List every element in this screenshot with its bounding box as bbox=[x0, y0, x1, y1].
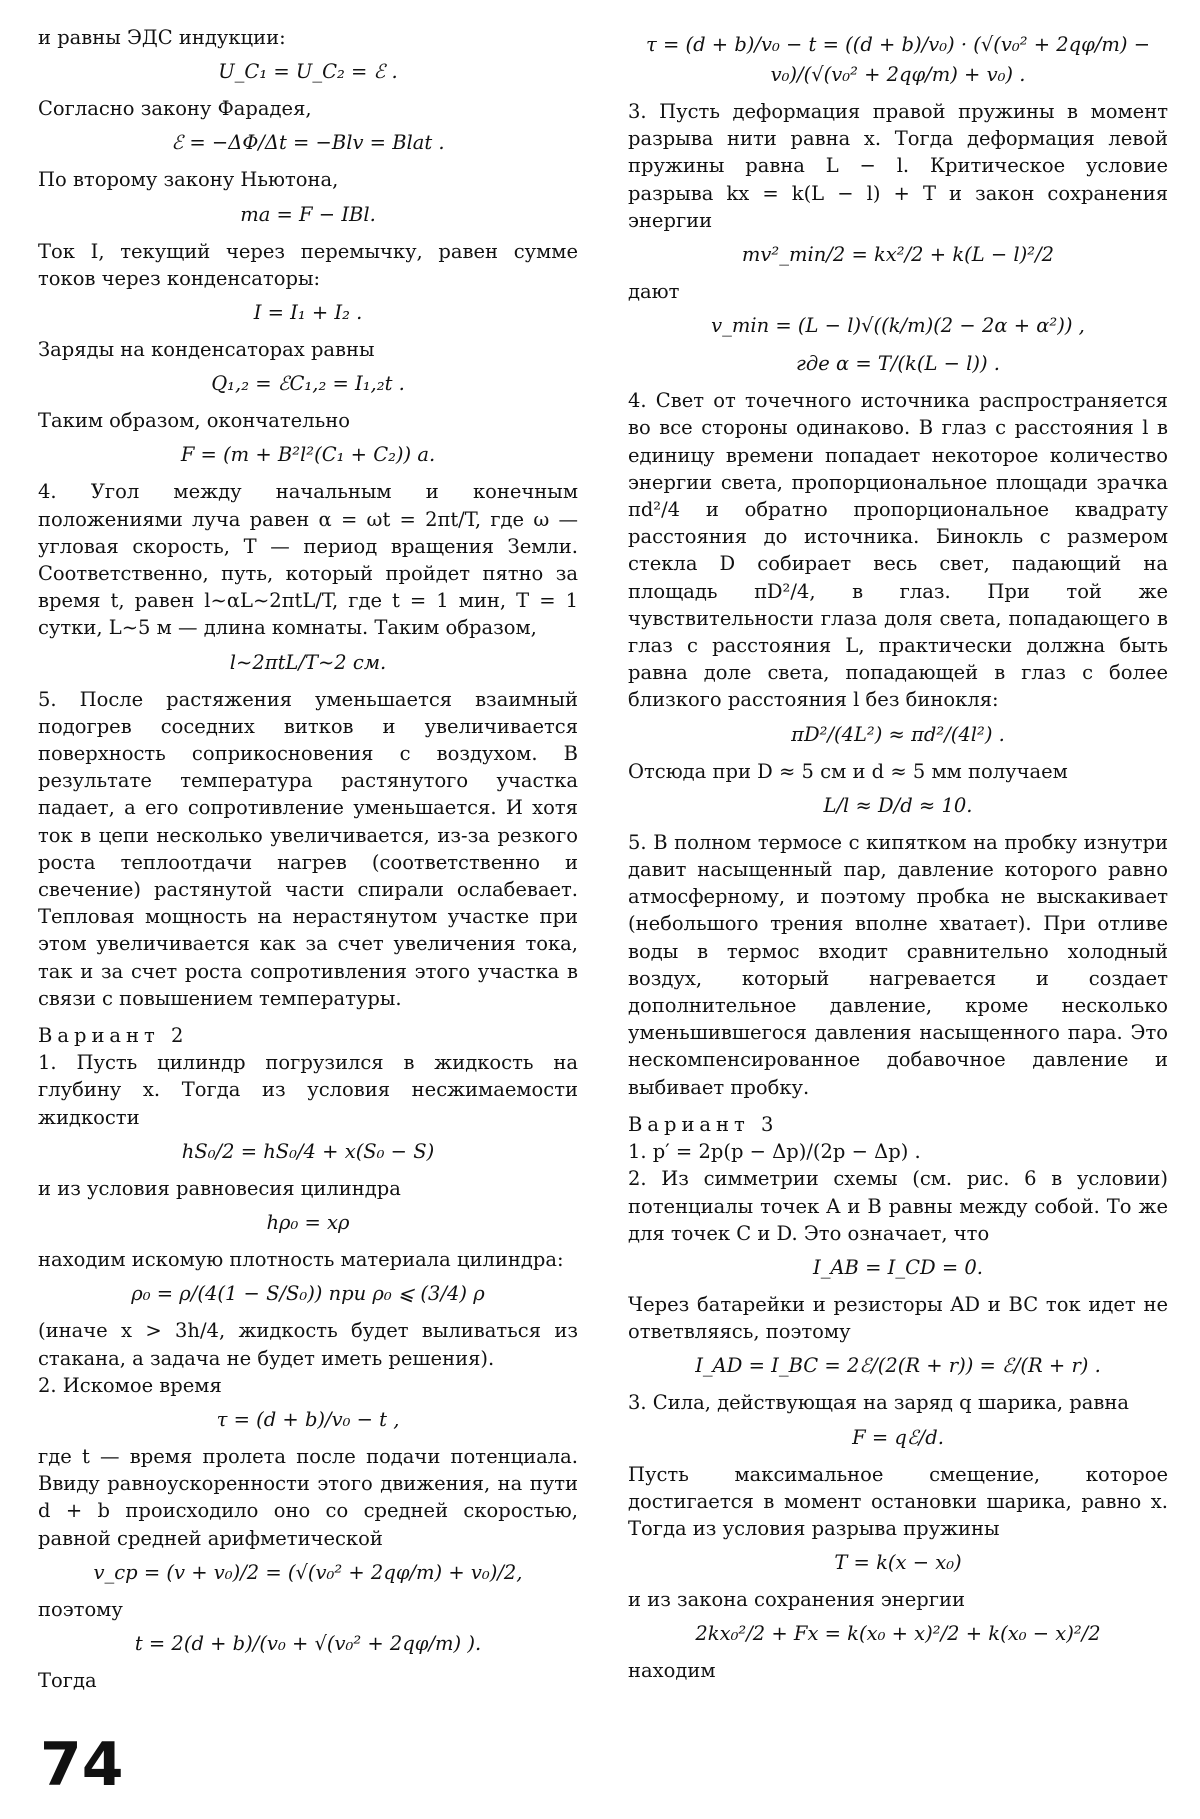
left-paragraph: Заряды на конденсаторах равны bbox=[38, 338, 375, 362]
right-paragraph: Пусть максимальное смещение, которое достигается в момент остановки шарика, равно x. Тогда из условия разрыва пружины bbox=[628, 1462, 1168, 1540]
right-formula: L/l ≈ D/d ≈ 10. bbox=[823, 793, 973, 817]
left-formula: ρ₀ = ρ/(4(1 − S/S₀)) при ρ₀ ⩽ (3/4) ρ bbox=[131, 1282, 485, 1306]
right-paragraph: и из закона сохранения энергии bbox=[628, 1588, 965, 1612]
right-formula: I_AB = I_CD = 0. bbox=[813, 1255, 983, 1279]
right-formula: где α = T/(k(L − l)) . bbox=[796, 352, 1000, 376]
left-formula: l∼2πtL/T∼2 см. bbox=[229, 650, 387, 674]
left-formula: I = I₁ + I₂ . bbox=[253, 301, 363, 325]
left-paragraph: 1. Пусть цилиндр погрузился в жидкость на глубину x. Тогда из условия несжимаемости жидкости bbox=[38, 1051, 578, 1129]
right-column bbox=[628, 24, 1168, 1685]
right-formula: mv²_min/2 = kx²/2 + k(L − l)²/2 bbox=[741, 243, 1055, 267]
right-paragraph: Отсюда при D ≈ 5 см и d ≈ 5 мм получаем bbox=[628, 759, 1068, 783]
left-formula: ma = F − IBl. bbox=[240, 202, 376, 226]
right-paragraph: 2. Из симметрии схемы (см. рис. 6 в условии) потенциалы точек A и B равны между собой. То же для точек C и D. Это означает, что bbox=[628, 1167, 1168, 1245]
right-paragraph: 1. p′ = 2p(p − Δp)/(2p − Δp) . bbox=[628, 1140, 921, 1164]
right-formula: F = qℰ/d. bbox=[852, 1425, 944, 1449]
right-section-heading: Вариант 3 bbox=[628, 1112, 779, 1136]
left-formula: τ = (d + b)/v₀ − t , bbox=[216, 1407, 400, 1431]
right-formula: v_min = (L − l)√((k/m)(2 − 2α + α²)) , bbox=[711, 314, 1085, 338]
right-formula: τ = (d + b)/v₀ − t = ((d + b)/v₀) · (√(v₀² + 2qφ/m) − v₀)/(√(v₀² + 2qφ/m) + v₀) . bbox=[645, 33, 1151, 86]
right-paragraph: находим bbox=[628, 1659, 716, 1683]
left-column bbox=[38, 24, 578, 1694]
left-paragraph: По второму закону Ньютона, bbox=[38, 168, 339, 192]
left-formula: hS₀/2 = hS₀/4 + x(S₀ − S) bbox=[181, 1139, 435, 1163]
left-paragraph: Тогда bbox=[38, 1668, 97, 1692]
right-formula: πD²/(4L²) ≈ πd²/(4l²) . bbox=[791, 722, 1005, 746]
page-number: 74 bbox=[40, 1730, 124, 1800]
left-paragraph: и из условия равновесия цилиндра bbox=[38, 1176, 401, 1200]
right-paragraph: дают bbox=[628, 280, 680, 304]
right-formula: T = k(x − x₀) bbox=[834, 1551, 962, 1575]
left-paragraph: 2. Искомое время bbox=[38, 1373, 222, 1397]
right-formula: 2kx₀²/2 + Fx = k(x₀ + x)²/2 + k(x₀ − x)²/2 bbox=[695, 1622, 1101, 1646]
left-formula: Q₁,₂ = ℰC₁,₂ = I₁,₂t . bbox=[211, 372, 405, 396]
left-paragraph: где t — время пролета после подачи потенциала. Ввиду равноускоренности этого движения, на пути d + b происходило оно со средней скоростью, равной средней арифметической bbox=[38, 1444, 578, 1550]
left-formula: U_C₁ = U_C₂ = ℰ . bbox=[218, 60, 398, 84]
right-paragraph: 4. Свет от точечного источника распространяется во все стороны одинаково. В глаз с расстояния l в единицу времени попадает некоторое количество энергии света, пропорциональное площади зрачка πd²/4 и обратно пропорциональное квадрату расстояния до источника. Бинокль с размером стекла D собирает весь свет, падающий на площадь πD²/4, в глаз. При той же чувствительности глаза доля света, попадающего в глаз с расстояния L, практически должна быть равна доле света, попадающей в глаз с более близкого расстояния l без бинокля: bbox=[628, 389, 1168, 712]
right-paragraph: Через батарейки и резисторы AD и BC ток идет не ответвляясь, поэтому bbox=[628, 1292, 1168, 1344]
left-formula: F = (m + B²l²(C₁ + C₂)) a. bbox=[180, 443, 436, 467]
right-formula: I_AD = I_BC = 2ℰ/(2(R + r)) = ℰ/(R + r) . bbox=[695, 1354, 1101, 1378]
left-paragraph: (иначе x > 3h/4, жидкость будет выливаться из стакана, а задача не будет иметь решения). bbox=[38, 1319, 578, 1370]
left-paragraph: поэтому bbox=[38, 1597, 123, 1621]
left-paragraph: 4. Угол между начальным и конечным положениями луча равен α = ωt = 2πt/T, где ω — угловая скорость, T — период вращения Земли. Соответственно, путь, который пройдет пятно за время t, равен l∼αL∼2πtL/T, где t = 1 мин, T = 1 сутки, L∼5 м — длина комнаты. Таким образом, bbox=[38, 480, 578, 640]
left-paragraph: и равны ЭДС индукции: bbox=[38, 26, 286, 49]
left-paragraph: Таким образом, окончательно bbox=[38, 409, 350, 433]
left-formula: hρ₀ = xρ bbox=[266, 1211, 350, 1235]
left-paragraph: Согласно закону Фарадея, bbox=[38, 97, 312, 121]
right-paragraph: 3. Сила, действующая на заряд q шарика, равна bbox=[628, 1391, 1129, 1415]
left-formula: t = 2(d + b)/(v₀ + √(v₀² + 2qφ/m) ). bbox=[134, 1631, 482, 1655]
left-formula: v_ср = (v + v₀)/2 = (√(v₀² + 2qφ/m) + v₀)/2, bbox=[93, 1560, 523, 1584]
right-paragraph: 5. В полном термосе с кипятком на пробку изнутри давит насыщенный пар, давление которого равно атмосферному, и поэтому пробка не выскакивает (небольшого трения вполне хватает). При отливе воды в термос входит сравнительно холодный воздух, который нагревается и создает дополнительное давление, кроме несколько уменьшившегося давления насыщенного пара. Это нескомпенсированное добавочное давление и выбивает пробку. bbox=[628, 830, 1168, 1099]
left-paragraph: Ток I, текущий через перемычку, равен сумме токов через конденсаторы: bbox=[38, 239, 578, 290]
left-formula: ℰ = −ΔΦ/Δt = −Blv = Blat . bbox=[171, 131, 445, 155]
left-paragraph: находим искомую плотность материала цилиндра: bbox=[38, 1248, 564, 1272]
left-section-heading: Вариант 2 bbox=[38, 1024, 189, 1048]
right-paragraph: 3. Пусть деформация правой пружины в момент разрыва нити равна x. Тогда деформация левой пружины равна L − l. Критическое условие разрыва kx = k(L − l) + T и закон сохранения энергии bbox=[628, 100, 1168, 232]
left-paragraph: 5. После растяжения уменьшается взаимный подогрев соседних витков и увеличивается поверхность соприкосновения с воздухом. В результате температура растянутого участка падает, а его сопротивление уменьшается. И хотя ток в цепи несколько увеличивается, из-за резкого роста теплоотдачи нагрев (соответственно и свечение) растянутой части спирали ослабевает. Тепловая мощность на нерастянутом участке при этом увеличивается как за счет увеличения тока, так и за счет роста сопротивления этого участка в связи с повышением температуры. bbox=[38, 687, 578, 1010]
